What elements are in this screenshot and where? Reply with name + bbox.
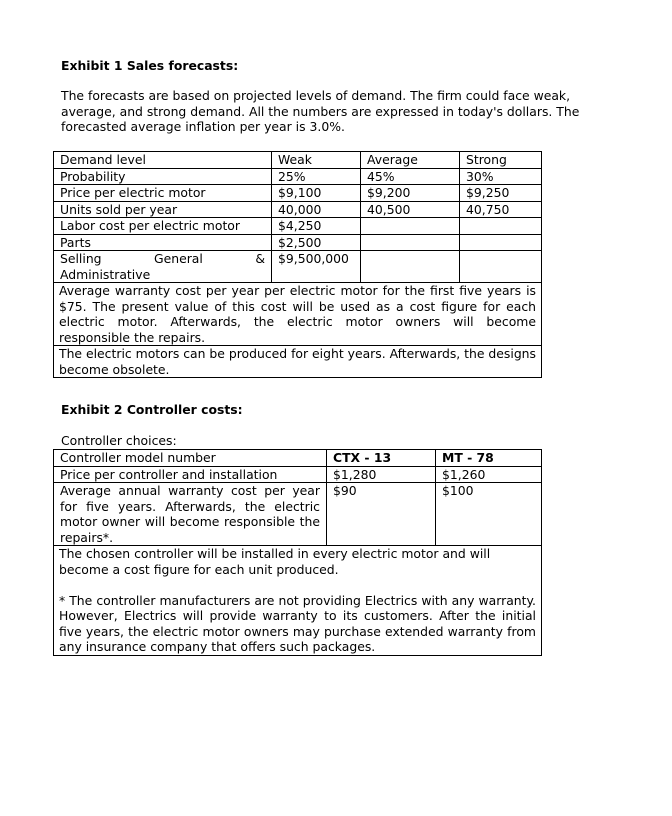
table-cell: $9,250: [460, 185, 542, 202]
table-cell: $2,500: [272, 234, 361, 251]
row-label: Price per electric motor: [54, 185, 272, 202]
table-note-row: [54, 346, 542, 378]
table-cell: $1,260: [436, 466, 542, 483]
table-cell: [361, 251, 460, 283]
row-label: Average annual warranty cost per year for five years. Afterwards, the electric motor owner will become responsible the repairs*.: [54, 483, 327, 546]
table-cell: [460, 251, 542, 283]
exhibit2-title: Exhibit 2 Controller costs:: [61, 402, 243, 417]
table-cell: $9,100: [272, 185, 361, 202]
table-row: [54, 234, 542, 251]
row-label: Parts: [54, 234, 272, 251]
table-cell: [460, 234, 542, 251]
footnote: * The controller manufacturers are not providing Electrics with any warranty. However, Electrics will provide warranty to its customers. After the initial five years, the electric motor owners may purchase extended warranty from any insurance company that offers such packages.: [59, 592, 536, 654]
table-cell: 40,750: [460, 201, 542, 218]
header-cell: Demand level: [54, 152, 272, 169]
table-row: [54, 168, 542, 185]
table-cell: 25%: [272, 168, 361, 185]
table-header-row: [54, 450, 542, 467]
table-row: [54, 251, 542, 283]
warranty-note: Average warranty cost per year per electric motor for the first five years is $75. The present value of this cost will be used as a cost figure for each electric motor. Afterwards, the electric motor owners will become responsible the repairs.: [54, 283, 542, 346]
table-row: [54, 218, 542, 235]
sga-label: [54, 251, 272, 283]
install-note: The chosen controller will be installed in every electric motor and will become a cost figure for each unit produced.: [59, 546, 491, 577]
row-label: Units sold per year: [54, 201, 272, 218]
table-row: [54, 466, 542, 483]
row-label: Price per controller and installation: [54, 466, 327, 483]
spacer: [59, 577, 536, 593]
header-cell: Weak: [272, 152, 361, 169]
exhibit1-intro: The forecasts are based on projected levels of demand. The firm could face weak, average, and strong demand. All the numbers are expressed in today's dollars. The forecasted average inflation per year is 3.0%.: [61, 88, 580, 134]
sga-word: Selling: [60, 251, 102, 266]
table-cell: $4,250: [272, 218, 361, 235]
model-cell: MT - 78: [436, 450, 542, 467]
table-note-row: [54, 283, 542, 346]
table-cell: 30%: [460, 168, 542, 185]
row-label: Labor cost per electric motor: [54, 218, 272, 235]
exhibit1-title: Exhibit 1 Sales forecasts:: [61, 58, 239, 73]
sga-word: &: [255, 251, 265, 266]
table-cell: $9,200: [361, 185, 460, 202]
table-cell: 45%: [361, 168, 460, 185]
table-cell: 40,000: [272, 201, 361, 218]
row-label: Probability: [54, 168, 272, 185]
controller-cost-table: [53, 449, 542, 656]
install-note-cell: [54, 546, 542, 656]
table-row: [54, 483, 542, 546]
table-cell: [460, 218, 542, 235]
table-row: [54, 185, 542, 202]
header-cell: Average: [361, 152, 460, 169]
table-cell: $9,500,000: [272, 251, 361, 283]
table-cell: 40,500: [361, 201, 460, 218]
table-note-row: [54, 546, 542, 656]
header-cell: Controller model number: [54, 450, 327, 467]
table-row: [54, 201, 542, 218]
table-cell: $1,280: [327, 466, 436, 483]
obsolete-note: The electric motors can be produced for eight years. Afterwards, the designs become obsolete.: [54, 346, 542, 378]
sga-word: Administrative: [60, 266, 151, 282]
table-cell: [361, 234, 460, 251]
header-cell: Strong: [460, 152, 542, 169]
table-cell: $90: [327, 483, 436, 546]
controller-choices-label: Controller choices:: [61, 433, 177, 448]
sga-word: General: [154, 251, 203, 266]
table-cell: [361, 218, 460, 235]
model-cell: CTX - 13: [327, 450, 436, 467]
table-cell: $100: [436, 483, 542, 546]
table-header-row: [54, 152, 542, 169]
sales-forecast-table: [53, 151, 542, 378]
